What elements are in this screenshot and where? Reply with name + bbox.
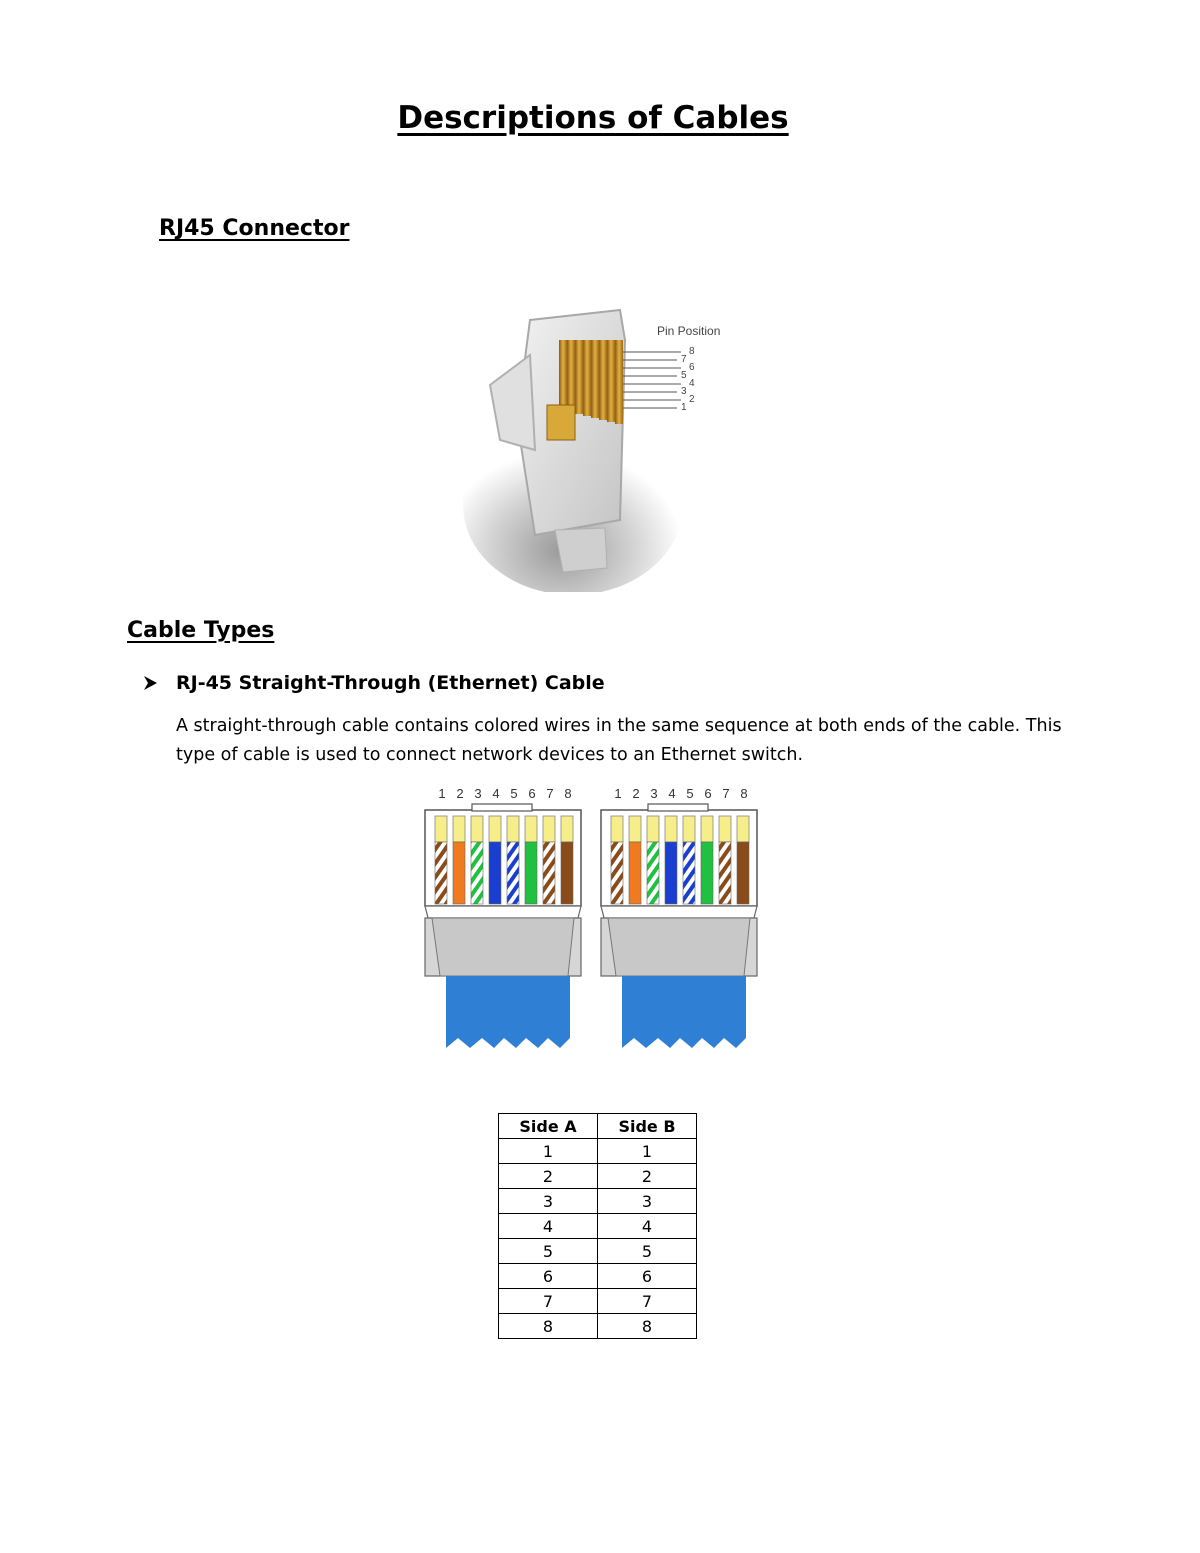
table-row xyxy=(499,1289,697,1314)
cell-side-a: 5 xyxy=(499,1239,598,1264)
cell-side-a: 8 xyxy=(499,1314,598,1339)
connector-step xyxy=(601,906,757,918)
connector-pin-number: 4 xyxy=(492,786,500,801)
table-row xyxy=(499,1164,697,1189)
cell-side-b: 5 xyxy=(598,1239,697,1264)
pin-label-4: 4 xyxy=(689,378,695,389)
wire-pin-1 xyxy=(435,842,447,904)
wire-pin-4 xyxy=(665,842,677,904)
pin-mapping-table xyxy=(498,1113,697,1339)
connector-pin-number: 5 xyxy=(510,786,518,801)
wire-pin-4 xyxy=(489,842,501,904)
cell-side-a: 6 xyxy=(499,1264,598,1289)
connector-latch xyxy=(490,355,535,450)
straight-through-description xyxy=(176,712,1076,770)
connector-pin-number: 2 xyxy=(456,786,464,801)
table-row xyxy=(499,1264,697,1289)
cell-side-a: 1 xyxy=(499,1139,598,1164)
gold-contact xyxy=(471,816,483,842)
cell-side-a: 4 xyxy=(499,1214,598,1239)
pin-label-7: 7 xyxy=(681,354,687,365)
connector-pin-number: 7 xyxy=(546,786,554,801)
gold-contact xyxy=(525,816,537,842)
wire-pin-8 xyxy=(561,842,573,904)
connector-pin-number: 3 xyxy=(474,786,482,801)
pin-leader-lines xyxy=(623,352,681,408)
connector-pin-number: 4 xyxy=(668,786,676,801)
cell-side-a: 3 xyxy=(499,1189,598,1214)
wire-pin-2 xyxy=(453,842,465,904)
wire-pin-5 xyxy=(683,842,695,904)
table-row xyxy=(499,1189,697,1214)
cable-jacket xyxy=(622,976,746,1048)
wire-pin-5 xyxy=(507,842,519,904)
gold-contact xyxy=(435,816,447,842)
gold-contact xyxy=(737,816,749,842)
gold-contact xyxy=(665,816,677,842)
wire-pin-7 xyxy=(719,842,731,904)
cell-side-b: 3 xyxy=(598,1189,697,1214)
header-side-b: Side B xyxy=(598,1114,697,1139)
table-row xyxy=(499,1314,697,1339)
wire-pin-1 xyxy=(611,842,623,904)
wire-pin-2 xyxy=(629,842,641,904)
wire-pin-3 xyxy=(471,842,483,904)
cable-types-heading: Cable Types xyxy=(127,618,275,643)
gold-contact xyxy=(719,816,731,842)
pin-label-5: 5 xyxy=(681,370,687,381)
connector-clip xyxy=(648,804,708,811)
cell-side-b: 8 xyxy=(598,1314,697,1339)
wire-pin-6 xyxy=(525,842,537,904)
wire-pin-6 xyxy=(701,842,713,904)
gold-contact xyxy=(629,816,641,842)
wire-pin-3 xyxy=(647,842,659,904)
cell-side-b: 6 xyxy=(598,1264,697,1289)
table-row xyxy=(499,1139,697,1164)
arrow-bullet-icon xyxy=(142,675,158,691)
cable-jacket xyxy=(446,976,570,1048)
table-header-row xyxy=(499,1114,697,1139)
rj45-heading: RJ45 Connector xyxy=(159,216,350,241)
gold-contact xyxy=(507,816,519,842)
page-title: Descriptions of Cables xyxy=(397,100,789,136)
cell-side-b: 2 xyxy=(598,1164,697,1189)
connector-pin-number: 3 xyxy=(650,786,658,801)
cell-side-b: 7 xyxy=(598,1289,697,1314)
bullet-title: RJ-45 Straight-Through (Ethernet) Cable xyxy=(176,672,605,694)
pin-label-6: 6 xyxy=(689,362,695,373)
gold-contact xyxy=(489,816,501,842)
connector-clip xyxy=(472,804,532,811)
gold-contact xyxy=(701,816,713,842)
strain-relief-inner xyxy=(608,918,750,976)
pin-label-3: 3 xyxy=(681,386,687,397)
strain-relief-inner xyxy=(432,918,574,976)
pin-label-8: 8 xyxy=(689,346,695,357)
rj45-connector-photo xyxy=(455,300,730,592)
paragraph-line-2: type of cable is used to connect network devices to an Ethernet switch. xyxy=(176,745,804,765)
table-row xyxy=(499,1239,697,1264)
connector-side-a xyxy=(425,786,581,1048)
connector-pin-number: 8 xyxy=(740,786,748,801)
contact-face xyxy=(547,405,575,440)
connector-pin-number: 7 xyxy=(722,786,730,801)
connector-step xyxy=(425,906,581,918)
connector-pin-number: 8 xyxy=(564,786,572,801)
pin-label-2: 2 xyxy=(689,394,695,405)
connector-pin-number: 2 xyxy=(632,786,640,801)
header-side-a: Side A xyxy=(499,1114,598,1139)
wire-pin-7 xyxy=(543,842,555,904)
gold-contact xyxy=(543,816,555,842)
connector-pin-number: 1 xyxy=(614,786,622,801)
gold-contact xyxy=(683,816,695,842)
gold-contact xyxy=(453,816,465,842)
connector-housing xyxy=(601,810,757,906)
table-row xyxy=(499,1214,697,1239)
bullet-straight-through xyxy=(142,672,605,694)
connector-pin-number: 5 xyxy=(686,786,694,801)
pin-number-labels xyxy=(681,346,695,413)
cell-side-b: 1 xyxy=(598,1139,697,1164)
pin-position-label: Pin Position xyxy=(657,324,721,338)
wire-pin-8 xyxy=(737,842,749,904)
gold-contact xyxy=(647,816,659,842)
paragraph-line-1: A straight-through cable contains colored wires in the same sequence at both ends of the cable. This xyxy=(176,716,1062,736)
cell-side-b: 4 xyxy=(598,1214,697,1239)
connector-pin-number: 6 xyxy=(704,786,712,801)
straight-through-wiring-diagram xyxy=(420,784,770,1052)
cell-side-a: 2 xyxy=(499,1164,598,1189)
gold-contact xyxy=(611,816,623,842)
connector-pin-number: 1 xyxy=(438,786,446,801)
pin-label-1: 1 xyxy=(681,402,687,413)
connector-side-b xyxy=(601,786,757,1048)
connector-pin-number: 6 xyxy=(528,786,536,801)
cell-side-a: 7 xyxy=(499,1289,598,1314)
connector-tail xyxy=(555,528,607,572)
connector-housing xyxy=(425,810,581,906)
gold-contact xyxy=(561,816,573,842)
